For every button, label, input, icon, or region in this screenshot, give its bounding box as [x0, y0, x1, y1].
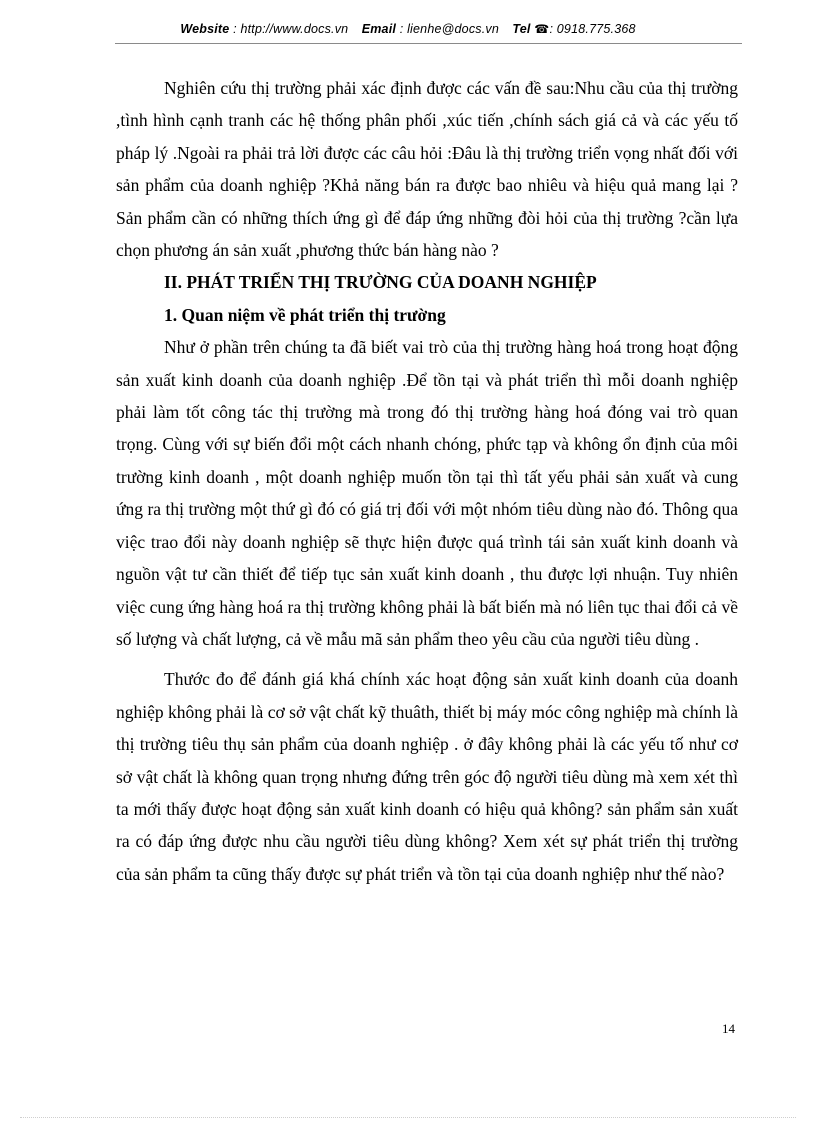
section-heading: II. PHÁT TRIỂN THỊ TRƯỜNG CỦA DOANH NGHIỆP	[164, 272, 597, 293]
header-divider	[115, 43, 742, 44]
tel-label: Tel	[512, 22, 531, 36]
paragraph-market-research: Nghiên cứu thị trường phải xác định được các vấn đề sau:Nhu cầu của thị trường ,tình hình cạnh tranh các hệ thống phân phối ,xúc tiến ,chính sách giá cả và các yếu tố pháp lý .Ngoài ra phải trả lời được các câu hỏi :Đâu là thị trường triển vọng nhất đối với sản phẩm của doanh nghiệp ?Khả năng bán ra được bao nhiêu và hiệu quả mang lại ?Sản phẩm cần có những thích ứng gì để đáp ứng những đòi hỏi của thị trường ?cần lựa chọn phương án sản xuất ,phương thức bán hàng nào ?	[116, 78, 738, 261]
page-bottom-edge	[20, 1117, 796, 1118]
page-number: 14	[722, 1021, 735, 1036]
email-label: Email	[361, 22, 397, 36]
document-body	[116, 72, 738, 890]
subsection-heading: 1. Quan niệm về phát triển thị trường	[164, 304, 446, 325]
phone-icon: ☎	[534, 22, 550, 36]
paragraph-market-measure: Thước đo để đánh giá khá chính xác hoạt động sản xuất kinh doanh của doanh nghiệp không phải là cơ sở vật chất kỹ thuâth, thiết bị máy móc công nghiệp mà chính là thị trường tiêu thụ sản phẩm của doanh nghiệp . ở đây không phải là các yếu tố như cơ sở vật chất là không quan trọng nhưng đứng trên góc độ người tiêu dùng mà xem xét thì ta mới thấy được hoạt động sản xuất kinh doanh có hiệu quả không? sản phẩm sản xuất ra có đáp ứng được nhu cầu người tiêu dùng không? Xem xét sự phát triển thị trường của sản phẩm ta cũng thấy được sự phát triển và tồn tại của doanh nghiệp như thế nào?	[116, 669, 738, 884]
paragraph-market-concept: Như ở phần trên chúng ta đã biết vai trò của thị trường hàng hoá trong hoạt động sản xuất kinh doanh của doanh nghiệp .Để tồn tại và phát triển thì mỗi doanh nghiệp phải làm tốt công tác thị trường mà trong đó thị trường hàng hoá đóng vai trò quan trọng. Cùng với sự biến đổi một cách nhanh chóng, phức tạp và không ổn định của môi trường kinh doanh , một doanh nghiệp muốn tồn tại thì tất yếu phải sản xuất và cung ứng ra thị trường một thứ gì đó có giá trị đối với một nhóm tiêu dùng nào đó. Thông qua việc trao đổi này doanh nghiệp sẽ thực hiện được quá trình tái sản xuất kinh doanh và nguồn vật tư cần thiết để tiếp tục sản xuất kinh doanh , thu được lợi nhuận. Tuy nhiên việc cung ứng hàng hoá ra thị trường không phải là bất biến mà nó liên tục thai đổi cả về số lượng và chất lượng, cả về mẫu mã sản phẩm theo yêu cầu của người tiêu dùng .	[116, 337, 738, 649]
page-header	[0, 22, 816, 36]
website-value: : http://www.docs.vn	[233, 22, 349, 36]
email-value: : lienhe@docs.vn	[399, 22, 500, 36]
tel-value: : 0918.775.368	[549, 22, 636, 36]
website-label: Website	[180, 22, 230, 36]
